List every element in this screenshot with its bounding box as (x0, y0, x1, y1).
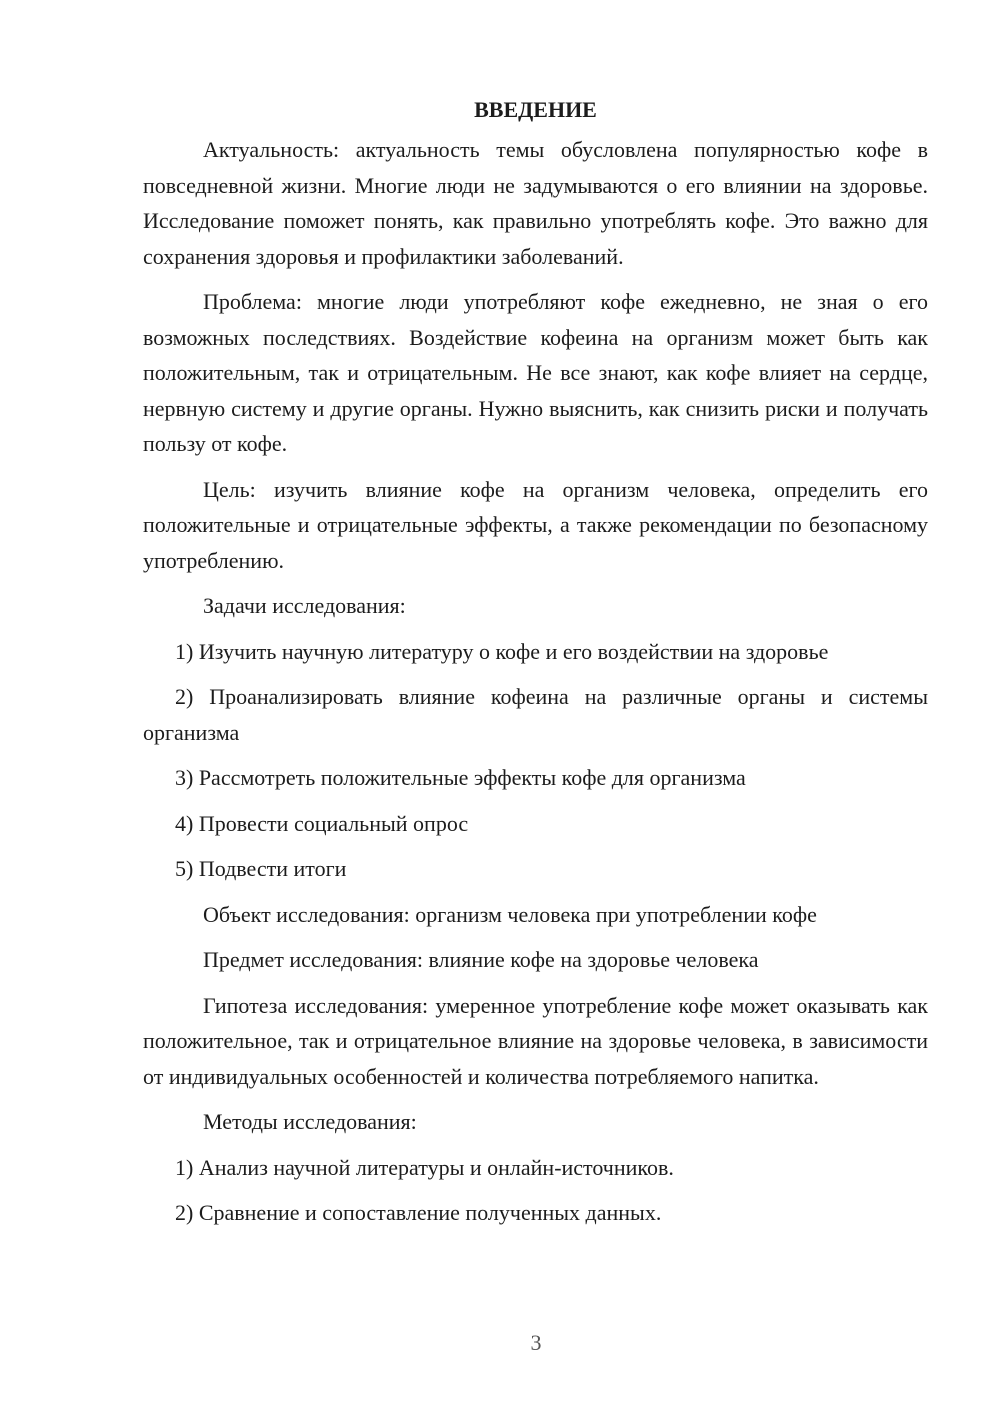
methods-heading: Методы исследования: (203, 1109, 417, 1134)
method-item: 1) Анализ научной литературы и онлайн-источников. (175, 1154, 674, 1180)
goal-paragraph: Цель: изучить влияние кофе на организм человека, определить его положительные и отрицательные эффекты, а также рекомендации по безопасному употреблению. (143, 476, 928, 573)
task-item: 5) Подвести итоги (175, 856, 347, 881)
object-line: Объект исследования: организм человека при употреблении кофе (203, 901, 817, 927)
page-title: ВВЕДЕНИЕ (474, 97, 597, 122)
relevance-paragraph: Актуальность: актуальность темы обусловлена популярностью кофе в повседневной жизни. Многие люди не задумываются о его влиянии на здоровье. Исследование поможет понять, как правильно употреблять кофе. Это важно для сохранения здоровья и профилактики заболеваний. (143, 137, 928, 269)
tasks-heading: Задачи исследования: (203, 593, 406, 618)
page-content (143, 92, 928, 1241)
subject-line: Предмет исследования: влияние кофе на здоровье человека (203, 947, 759, 972)
page-number: 3 (530, 1330, 542, 1355)
hypothesis-paragraph: Гипотеза исследования: умеренное употребление кофе может оказывать как положительное, так и отрицательное влияние на здоровье человека, в зависимости от индивидуальных особенностей и количества потребляемого напитка. (143, 992, 928, 1089)
method-item: 2) Сравнение и сопоставление полученных данных. (175, 1200, 662, 1225)
task-item: 4) Провести социальный опрос (175, 810, 469, 836)
problem-paragraph: Проблема: многие люди употребляют кофе ежедневно, не зная о его возможных последствиях. Воздействие кофеина на организм может быть как положительным, так и отрицательным. Не все знают, как кофе влияет на сердце, нервную систему и другие органы. Нужно выяснить, как снизить риски и получать пользу от кофе. (143, 289, 928, 456)
task-item: 3) Рассмотреть положительные эффекты кофе для организма (175, 765, 746, 790)
task-item: 2) Проанализировать влияние кофеина на различные органы и системы организма (143, 684, 928, 745)
task-item: 1) Изучить научную литературу о кофе и его воздействии на здоровье (175, 638, 829, 664)
